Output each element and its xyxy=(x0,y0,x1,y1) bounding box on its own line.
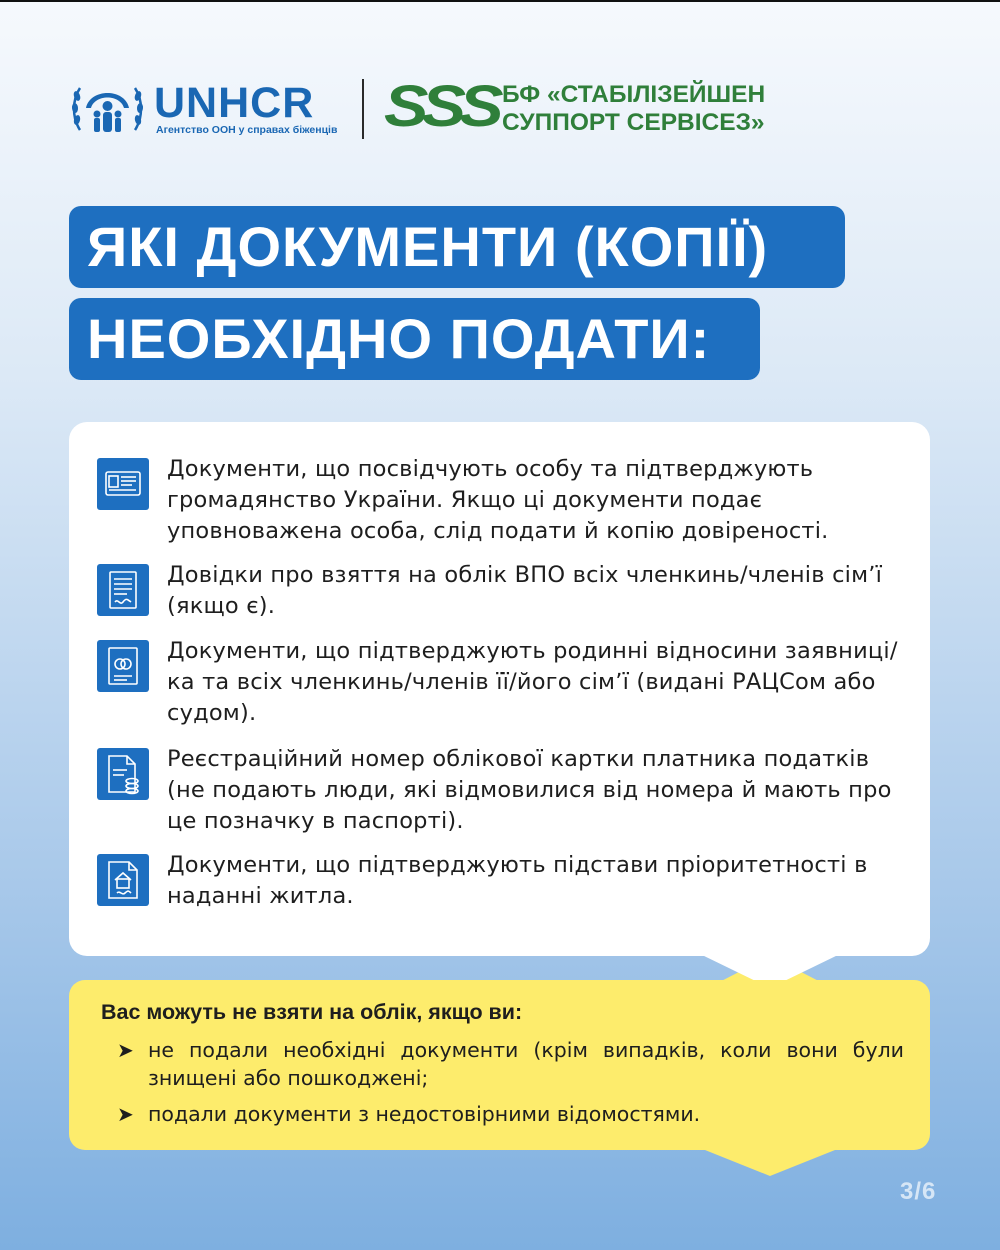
housing-document-icon xyxy=(97,854,149,906)
document-text: Реєстраційний номер облікової картки платника податків (не подають люди, які відмовилися від номера й мають про це позначку в паспорті). xyxy=(167,746,892,834)
unhcr-subtitle: Агентство ООН у справах біженців xyxy=(156,124,338,136)
page-title-line2: НЕОБХІДНО ПОДАТИ: xyxy=(69,298,760,380)
warning-notch-bottom xyxy=(700,1148,840,1176)
documents-card xyxy=(69,422,930,956)
document-text: Довідки про взяття на облік ВПО всіх членкинь/членів сімʼї (якщо є). xyxy=(167,562,883,619)
sss-logo-text: SSS xyxy=(384,74,497,139)
header-logos xyxy=(70,75,810,145)
warning-card xyxy=(69,980,930,1150)
sss-name-line2: СУППОРТ СЕРВІСЕЗ» xyxy=(502,109,765,136)
page-title-line1: ЯКІ ДОКУМЕНТИ (КОПІЇ) xyxy=(69,206,845,288)
unhcr-emblem-icon xyxy=(70,78,145,138)
document-text: Документи, що посвідчують особу та підтверджують громадянство України. Якщо ці документи подає уповноважена особа, слід подати й копію довіреності. xyxy=(167,456,829,544)
id-card-icon xyxy=(97,458,149,510)
document-text: Документи, що підтверджують родинні відносини заявниці/ка та всіх членкинь/членів її/його сімʼї (видані РАЦСом або судом). xyxy=(167,638,898,726)
warning-item-text: не подали необхідні документи (крім випадків, коли вони були знищені або пошкоджені; xyxy=(148,1038,904,1090)
tax-document-icon xyxy=(97,748,149,800)
warning-heading: Вас можуть не взяти на облік, якщо ви: xyxy=(101,1000,523,1024)
marriage-certificate-icon xyxy=(97,640,149,692)
certificate-icon xyxy=(97,564,149,616)
page-number: 3/6 xyxy=(900,1178,937,1205)
arrow-bullet-icon: ➤ xyxy=(117,1104,134,1126)
document-text: Документи, що підтверджують підстави пріоритетності в наданні житла. xyxy=(167,852,868,909)
sss-organization-name xyxy=(502,81,765,137)
arrow-bullet-icon: ➤ xyxy=(117,1040,134,1062)
logo-divider xyxy=(362,79,364,139)
warning-item-text: подали документи з недостовірними відомостями. xyxy=(148,1102,701,1126)
sss-name-line1: БФ «СТАБІЛІЗЕЙШЕН xyxy=(502,81,766,108)
unhcr-logo-text: UNHCR xyxy=(154,79,315,127)
